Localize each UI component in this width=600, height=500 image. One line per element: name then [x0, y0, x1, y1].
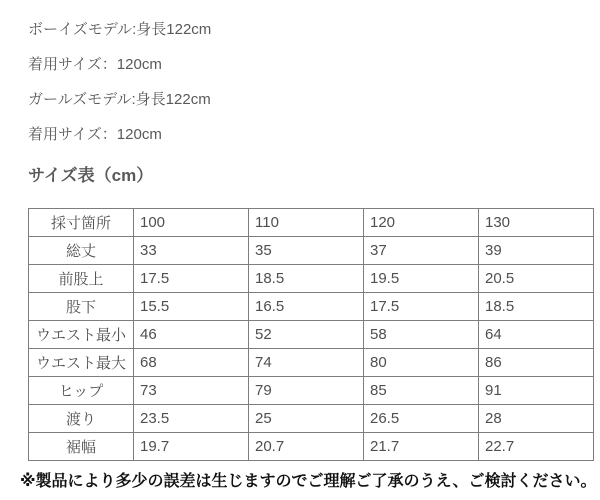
measurement-value: 17.5: [364, 293, 479, 321]
measurement-value: 91: [479, 377, 594, 405]
measurement-value: 20.7: [249, 433, 364, 461]
measurement-value: 39: [479, 237, 594, 265]
measurement-value: 19.7: [134, 433, 249, 461]
measurement-value: 80: [364, 349, 479, 377]
measurement-value: 21.7: [364, 433, 479, 461]
size-table-header-row: [29, 209, 594, 237]
tolerance-note: ※製品により多少の誤差は生じますのでご理解ご了承のうえ、ご検討ください。: [20, 473, 597, 490]
measurement-value: 22.7: [479, 433, 594, 461]
measurement-value: 18.5: [249, 265, 364, 293]
table-row: [29, 349, 594, 377]
measurement-value: 33: [134, 237, 249, 265]
measurement-value: 79: [249, 377, 364, 405]
table-row: [29, 265, 594, 293]
table-row: [29, 293, 594, 321]
girls-model-height: ガールズモデル:身長122cm: [28, 91, 211, 108]
measurement-value: 25: [249, 405, 364, 433]
boys-model-height: ボーイズモデル:身長122cm: [28, 21, 212, 38]
row-label: 前股上: [29, 265, 134, 293]
measurement-value: 37: [364, 237, 479, 265]
table-row: [29, 321, 594, 349]
measurement-value: 86: [479, 349, 594, 377]
column-header-size-120: 120: [364, 209, 479, 237]
measurement-value: 15.5: [134, 293, 249, 321]
girls-wearing-size: 着用サイズ：120cm: [28, 126, 162, 143]
row-label: ウエスト最大: [29, 349, 134, 377]
row-label: 渡り: [29, 405, 134, 433]
table-row: [29, 405, 594, 433]
measurement-value: 20.5: [479, 265, 594, 293]
row-label: 裾幅: [29, 433, 134, 461]
measurement-value: 28: [479, 405, 594, 433]
measurement-value: 26.5: [364, 405, 479, 433]
row-label: 総丈: [29, 237, 134, 265]
row-label: ウエスト最小: [29, 321, 134, 349]
measurement-value: 19.5: [364, 265, 479, 293]
measurement-value: 64: [479, 321, 594, 349]
measurement-value: 18.5: [479, 293, 594, 321]
table-row: [29, 237, 594, 265]
measurement-value: 16.5: [249, 293, 364, 321]
boys-wearing-size: 着用サイズ：120cm: [28, 56, 162, 73]
column-header-measure-point: 採寸箇所: [29, 209, 134, 237]
size-table-body: [29, 237, 594, 461]
size-table: [28, 208, 594, 461]
measurement-value: 58: [364, 321, 479, 349]
measurement-value: 46: [134, 321, 249, 349]
measurement-value: 68: [134, 349, 249, 377]
table-row: [29, 377, 594, 405]
measurement-value: 23.5: [134, 405, 249, 433]
measurement-value: 74: [249, 349, 364, 377]
size-chart-title: サイズ表（cm）: [28, 166, 154, 185]
measurement-value: 17.5: [134, 265, 249, 293]
measurement-value: 35: [249, 237, 364, 265]
column-header-size-130: 130: [479, 209, 594, 237]
table-row: [29, 433, 594, 461]
measurement-value: 73: [134, 377, 249, 405]
column-header-size-100: 100: [134, 209, 249, 237]
row-label: ヒップ: [29, 377, 134, 405]
column-header-size-110: 110: [249, 209, 364, 237]
measurement-value: 85: [364, 377, 479, 405]
measurement-value: 52: [249, 321, 364, 349]
row-label: 股下: [29, 293, 134, 321]
